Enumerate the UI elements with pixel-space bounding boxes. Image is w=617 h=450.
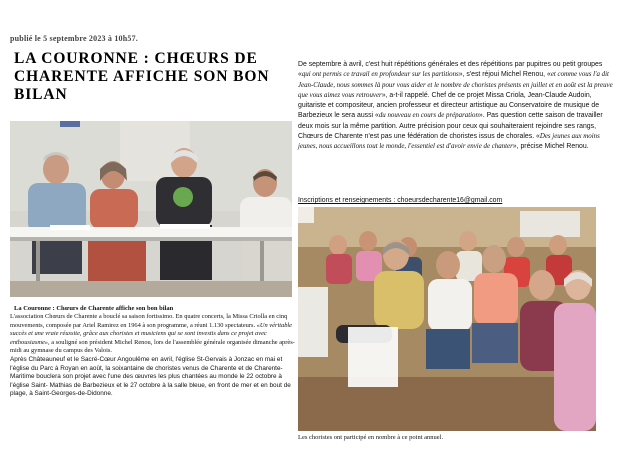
dateline: publié le 5 septembre 2023 à 10h57. xyxy=(10,34,138,43)
top-photo-caption: La Couronne : Chœurs de Charente affiche son bon bilan xyxy=(14,305,174,312)
headline-line-3: BILAN xyxy=(14,86,68,103)
left-paragraph-1 xyxy=(10,313,296,356)
right-quote-3: du nouveau en cours de préparation xyxy=(378,112,479,120)
bottom-photo-caption: Les choristes ont participé en nombre à ce point annuel. xyxy=(298,434,444,441)
right-text-3: », a-t-il rappelé. Chef de ce projet Missa Criola, Jean-Claude Audoin, guitariste et compositeur, ancien professeur et directeur artistique au Conservatoire de musique de Barbezieux le sera aussi « xyxy=(298,91,600,120)
right-text-1: De septembre à avril, c'est huit répétitions générales et des répétitions par pupitres ou petit groupes « xyxy=(298,61,603,79)
headline-line-2: CHARENTE AFFICHE SON BON xyxy=(14,68,270,85)
choir-members-photo xyxy=(298,207,596,431)
right-quote-1: qui ont permis ce travail en profondeur sur les partitions xyxy=(301,71,459,79)
right-article-column xyxy=(298,60,616,153)
left-paragraph-2: Après Châteauneuf et le Sacré-Cœur Angoulême en avril, l'église St-Gervais à Jonzac en mai et l'église du Parc à Royan en août, la soixantaine de choristes venus de Charente et de Charente-Maritime bouclera son projet avec l'une des œuvres les plus chantées au monde le 22 octobre à l'église Saint- Mathias de Barbezieux et le 27 octobre à la salle bleue, en front de mer et en bout de plage, à Saint-Georges-de-Didonne. xyxy=(10,355,291,398)
right-text-5: », précise Michel Renou. xyxy=(512,143,589,151)
left-p1-quote: Un véritable succès et une vraie réussite, grâce aux choristes et musiciens qui se sont investis dans ce projet avec enthousiasme xyxy=(10,321,292,346)
left-p1-end: », a souligné son président Michel Renou, lors de l'assemblée générale organisée dimanche après-midi au gymnase du campus des Valois. xyxy=(10,338,295,355)
choir-members-illustration xyxy=(298,207,596,431)
right-text-2: », s'est réjoui Michel Renou, « xyxy=(458,71,551,79)
inscriptions-email-link[interactable]: choeursdecharente16@gmail.com xyxy=(397,197,503,204)
left-article-column xyxy=(10,313,296,399)
article-headline xyxy=(14,50,286,104)
left-p1-text: L'association Chœurs de Charente a bouclé sa saison fortissimo. En quatre concerts, la Missa Criolla en cinq mouvements, composée par Ariel Ramirez en 1964 à son programme, a réuni 1.130 spectateurs. « xyxy=(10,313,288,329)
inscriptions-label: Inscriptions et renseignements : xyxy=(298,197,398,204)
headline-line-1: LA COURONNE : CHŒURS DE xyxy=(14,50,258,67)
board-meeting-illustration xyxy=(10,121,292,297)
right-quote-2: et comme vous l'a dit Jean-Claude, nous sommes là pour vous aider et le nombre de choristes présents en juillet et en août est la preuve que vous aimez vous retrouver xyxy=(298,71,613,99)
right-quote-4: Des jeunes aux moins jeunes, nous accueillons tout le monde, l'essentiel est d'avoir envie de chanter xyxy=(298,133,600,151)
right-text-4: ». Pas question cette saison de travailler deux mois sur la même partition. Autre précision pour ceux qui souhaiteraient rejoindre ses rangs, Chœurs de Charente n'est pas une fédération de choristes issus de chorales. « xyxy=(298,112,603,141)
inscriptions-line xyxy=(298,197,502,204)
board-meeting-photo xyxy=(10,121,292,297)
